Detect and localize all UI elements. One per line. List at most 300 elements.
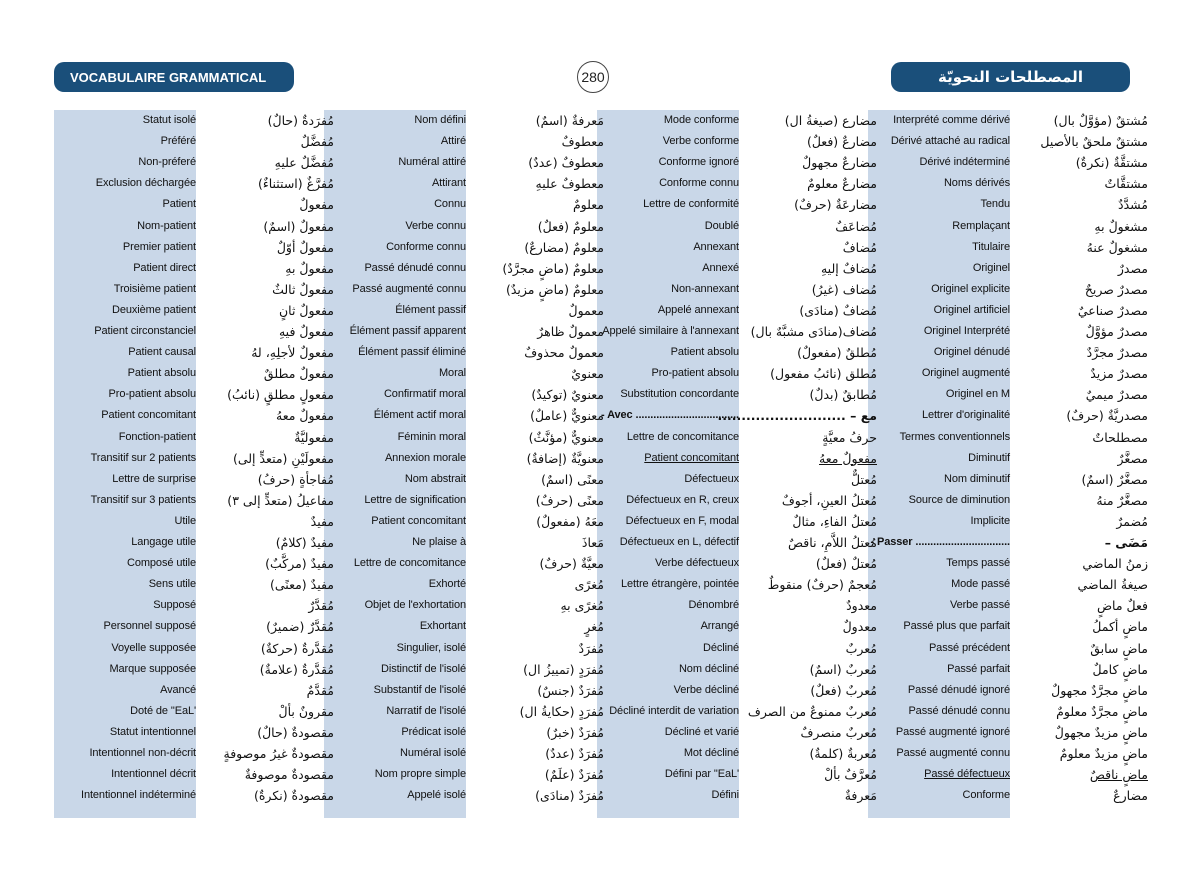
arabic-term: مُفرَدٌ (جنسٌ) (537, 682, 604, 698)
arabic-term: مقصودةٌ (حالٌ) (257, 724, 334, 740)
french-term: Nom décliné (678, 662, 739, 675)
glossary-column-2 (597, 110, 877, 818)
arabic-term: ماضٍ ناقصٌ (1089, 767, 1148, 783)
glossary-entry (324, 384, 604, 405)
glossary-entry (597, 616, 877, 637)
arabic-term: مفيدٌ (معنًى) (270, 577, 334, 593)
french-term: Attiré (440, 135, 466, 148)
glossary-column-3 (324, 110, 604, 818)
glossary-entry (324, 110, 604, 131)
glossary-entry (324, 258, 604, 279)
french-term: Fonction-patient (118, 430, 196, 443)
arabic-term: مفعولٌ ثانٍ (278, 302, 334, 318)
french-term: - Passer ................................ (870, 536, 1010, 548)
glossary-entry (324, 152, 604, 173)
french-term: Conforme connu (386, 240, 466, 253)
french-term: Lettre de conformité (643, 198, 739, 211)
glossary-entry (54, 722, 334, 743)
glossary-entry (54, 743, 334, 764)
glossary-entry (54, 638, 334, 659)
arabic-term: مقرونٌ بألْ (278, 703, 334, 719)
french-term: Patient concomitant (371, 514, 466, 527)
french-term: Originel dénudé (933, 346, 1010, 359)
arabic-term: معنويٌّ (عاملٌ) (530, 408, 604, 424)
arabic-term: مقصودةٌ غيرُ موصوفةٍ (223, 746, 334, 761)
french-term: Passé plus que parfait (903, 620, 1010, 633)
french-term: Nom abstrait (404, 472, 466, 485)
french-term: Arrangé (700, 620, 739, 633)
french-term: Distinctif de l'isolé (381, 662, 466, 675)
glossary-entry (868, 616, 1148, 637)
glossary-entry (54, 342, 334, 363)
french-term: Passé dénudé ignoré (907, 683, 1010, 696)
glossary-entry (54, 194, 334, 215)
glossary-entry (324, 701, 604, 722)
french-term: Attirant (431, 177, 466, 190)
arabic-term: مصدرٌ ميميٌ (1085, 387, 1148, 403)
french-term: Lettre étrangère, pointée (621, 578, 739, 591)
french-term: Lettre de signification (364, 493, 466, 506)
glossary-entry (324, 595, 604, 616)
arabic-term: مُفرَدةٌ (حالٌ) (267, 113, 334, 128)
french-term: Patient concomitant (101, 409, 196, 422)
glossary-entry (868, 469, 1148, 490)
glossary-entry (324, 616, 604, 637)
glossary-entry (868, 342, 1148, 363)
arabic-term: مشغولٌ عنهُ (1086, 239, 1148, 255)
arabic-term: معنًى (اسمٌ) (541, 471, 604, 487)
french-term: Nom propre simple (374, 768, 466, 781)
arabic-term: مُقدَّرةٌ (حركةٌ) (260, 640, 334, 656)
french-term: Dérivé attaché au radical (890, 135, 1010, 148)
arabic-term: مُعرَّفٌ بألْ (824, 767, 877, 783)
glossary-entry (324, 659, 604, 680)
glossary-entry (54, 405, 334, 426)
french-term: Intentionnel non-décrit (89, 747, 196, 759)
french-term: Passé dénudé connu (364, 261, 466, 274)
arabic-term: مفعولٌ فيهِ (278, 324, 334, 339)
french-term: Passé précédent (928, 641, 1010, 654)
section-banner-arabic (891, 62, 1130, 92)
glossary-column-1 (868, 110, 1148, 818)
french-term: Numéral isolé (400, 747, 466, 759)
french-term: Annexant (693, 240, 739, 253)
glossary-entry (597, 131, 877, 152)
glossary-entry (597, 258, 877, 279)
arabic-term: مُضافٌ (منادَى) (799, 302, 877, 318)
glossary-entry (868, 680, 1148, 701)
glossary-entry (597, 553, 877, 574)
glossary-entry (54, 616, 334, 637)
arabic-term: معمولٌ (568, 302, 604, 318)
arabic-term: مُشدَّدٌ (1118, 197, 1148, 213)
arabic-term: مُفرَدٌ (578, 640, 604, 656)
french-term: Défini (711, 789, 739, 802)
glossary-entry (597, 216, 877, 237)
french-term: Annexion morale (384, 451, 466, 464)
arabic-term: مُشتقٌ (مؤوَّلٌ بال) (1053, 113, 1148, 128)
french-term: Élément passif (395, 303, 466, 316)
french-term: Source de diminution (908, 493, 1010, 506)
french-term: Non-préferé (138, 156, 196, 169)
arabic-term: معنًى (حرفٌ) (535, 492, 604, 508)
french-term: Patient concomitant (644, 451, 739, 464)
glossary-entry (597, 152, 877, 173)
arabic-term: مَعاذَ (581, 535, 604, 550)
arabic-term: مشتقٌ ملحقٌ بالأصيل (1040, 134, 1148, 150)
glossary-entry (597, 448, 877, 469)
glossary-entry (597, 363, 877, 384)
arabic-term: مُفرَدٌ (عددٌ) (545, 746, 604, 761)
glossary-entry (54, 785, 334, 806)
arabic-term: معطوفٌ (عددٌ) (528, 155, 604, 171)
glossary-entry (54, 659, 334, 680)
arabic-term: ماضٍ كاملٌ (1092, 661, 1148, 677)
glossary-entry (324, 427, 604, 448)
arabic-term: مفعولٌ (299, 197, 334, 213)
glossary-entry (324, 553, 604, 574)
french-term: Supposé (153, 599, 196, 612)
arabic-term: مُقدَّرةٌ (علامةٌ) (259, 661, 334, 677)
french-term: Composé utile (126, 557, 196, 570)
arabic-term: مفعولٌ ثالثٌ (272, 281, 334, 297)
arabic-term: مُفرَدٍ (حكايةُ ال) (519, 703, 604, 719)
section-banner-french (54, 62, 294, 92)
arabic-term: ماضٍ سابقٌ (1090, 640, 1148, 656)
french-term: Interprété comme dérivé (893, 114, 1010, 126)
arabic-term: مُضمرٌ (1116, 513, 1148, 529)
glossary-entry (54, 173, 334, 194)
glossary-entry (324, 216, 604, 237)
glossary-entry (324, 405, 604, 426)
glossary-entry (324, 448, 604, 469)
arabic-term: مُعتلُ الفاءِ، مثالٌ (792, 513, 877, 529)
french-term: Avancé (160, 683, 196, 696)
french-term: Lettre de concomitance (353, 557, 466, 570)
arabic-term: ماضٍ مزيدٌ مجهولٌ (1054, 724, 1148, 740)
arabic-term: مُفرَدٍ (تمييزُ ال) (523, 661, 604, 677)
glossary-entry (868, 743, 1148, 764)
glossary-entry (54, 216, 334, 237)
glossary-entry (868, 194, 1148, 215)
glossary-entry (868, 258, 1148, 279)
arabic-term: مفعولٌ بهِ (285, 260, 334, 276)
glossary-entry (324, 342, 604, 363)
glossary-entry (324, 532, 604, 553)
glossary-entry (54, 532, 334, 553)
arabic-term: مقصودةٌ (نكرةٌ) (254, 788, 334, 804)
french-term: Exhortant (419, 620, 466, 633)
glossary-entry (54, 595, 334, 616)
arabic-term: ماضٍ مجرَّدٌ مجهولٌ (1051, 682, 1148, 698)
glossary-entry (54, 680, 334, 701)
glossary-entry (868, 722, 1148, 743)
french-term: Conforme ignoré (658, 156, 739, 169)
french-term: Nom défini (414, 114, 466, 126)
arabic-term: مفيدٌ (مركَّبٌ) (265, 556, 334, 572)
french-term: Défectueux en F, modal (625, 514, 739, 527)
french-term: Pro-patient absolu (108, 388, 196, 401)
french-term: Numéral attiré (398, 156, 466, 169)
glossary-entry (54, 448, 334, 469)
french-term: Dérivé indéterminé (919, 156, 1010, 169)
french-term: Non-annexant (671, 282, 739, 295)
arabic-term: مصدرٌ صناعيٌ (1077, 302, 1148, 318)
arabic-term: مشغولٌ بهِ (1094, 218, 1148, 234)
glossary-entry (324, 743, 604, 764)
arabic-term: مصطلحاتٌ (1092, 429, 1148, 445)
french-term: Originel augmenté (921, 367, 1010, 380)
french-term: Narratif de l'isolé (386, 704, 466, 717)
arabic-term: مصدرٌ (1117, 260, 1148, 276)
french-term: Défectueux en R, creux (626, 493, 739, 506)
arabic-term: معدولٌ (842, 619, 877, 635)
arabic-term: مصدرٌ مزيدٌ (1090, 366, 1148, 382)
french-term: Voyelle supposée (111, 641, 196, 654)
french-term: Utile (174, 514, 196, 527)
french-term: Préféré (160, 135, 196, 148)
french-term: Verbe connu (405, 219, 466, 232)
arabic-term: مُضاف(منادَى مشبَّهٌ بال) (750, 324, 877, 339)
arabic-term: مضارعٌ (فعلٌ) (806, 134, 877, 150)
french-term: Verbe conforme (662, 135, 739, 148)
french-term: Décliné et varié (664, 725, 739, 738)
arabic-term: مصغَّرٌ منهُ (1096, 492, 1148, 508)
arabic-term: مُعربٌ (845, 640, 877, 656)
french-term: Intentionnel indéterminé (80, 789, 196, 802)
glossary-entry (868, 405, 1148, 426)
french-term: Pro-patient absolu (651, 367, 739, 380)
arabic-term: مُعجمٌ (حرفٌ) منقوطٌ (767, 577, 877, 593)
french-term: Patient (162, 198, 196, 211)
french-term: Mode passé (951, 578, 1010, 591)
arabic-term: مُقدَّرٌ (308, 598, 334, 614)
arabic-term: مُفضَّلٌ عليهِ (274, 155, 334, 171)
glossary-entry (597, 680, 877, 701)
arabic-term: مصدرٌ مؤوَّلٌ (1085, 324, 1148, 339)
arabic-term: مفيدٌ (كلامٌ) (275, 535, 334, 550)
arabic-term: مُعتلٌّ (851, 471, 877, 487)
arabic-term: معلومٌ (ماضٍ مجرَّدٌ) (502, 260, 604, 276)
glossary-entry (597, 595, 877, 616)
arabic-term: صيغةُ الماضي (1077, 577, 1148, 593)
arabic-term: مُقدَّمٌ (306, 682, 334, 698)
french-term: Noms dérivés (943, 177, 1010, 190)
glossary-entry (597, 532, 877, 553)
arabic-term: مشتقَّةٌ (نكرةٌ) (1075, 155, 1148, 171)
arabic-term: مُعتلُ العينِ، أجوفٌ (781, 492, 877, 508)
french-term: Exhorté (428, 578, 466, 591)
arabic-term: مضارعٌ معلومٌ (807, 176, 877, 192)
arabic-term: معيَّةٌ (حرفٌ) (539, 556, 604, 572)
glossary-entry (868, 638, 1148, 659)
french-term: Troisième patient (113, 282, 196, 295)
french-term: Premier patient (122, 240, 196, 253)
french-term: Verbe défectueux (654, 557, 739, 570)
french-term: Élément passif apparent (349, 325, 466, 337)
glossary-entry (868, 427, 1148, 448)
french-term: Patient absolu (670, 346, 739, 359)
glossary-entry (54, 469, 334, 490)
french-term: Diminutif (968, 451, 1010, 464)
arabic-term: مُعربٌ ممنوعٌ من الصرف (747, 703, 877, 719)
french-term: Objet de l'exhortation (364, 599, 466, 612)
glossary-entry (54, 131, 334, 152)
glossary-entry (868, 448, 1148, 469)
french-term: Passé dénudé connu (908, 704, 1010, 717)
arabic-term: معمولٌ محذوفٌ (524, 345, 604, 361)
arabic-term: مُضافٌ (842, 239, 877, 255)
french-term: Doté de "EaL' (130, 704, 196, 717)
glossary-entry (597, 469, 877, 490)
arabic-term: ماضٍ مزيدٌ معلومٌ (1059, 746, 1148, 761)
arabic-term: معنويٌ (571, 366, 604, 382)
french-term: Patient absolu (127, 367, 196, 380)
arabic-term: مُعربٌ (فعلٌ) (810, 682, 877, 698)
glossary-entry (597, 638, 877, 659)
arabic-term: مُطلقٌ (مفعولٌ) (797, 345, 877, 361)
arabic-term: معلومٌ (ماضٍ مزيدٌ) (505, 281, 604, 297)
glossary-entry (324, 237, 604, 258)
glossary-entry (54, 237, 334, 258)
glossary-entry (54, 574, 334, 595)
french-term: Décliné interdit de variation (609, 704, 739, 717)
glossary-entry (868, 216, 1148, 237)
arabic-term: معمولٌ ظاهرٌ (537, 324, 604, 339)
french-term: Décliné (703, 641, 739, 654)
arabic-term: مُعربٌ (اسمٌ) (809, 661, 877, 677)
arabic-term: مُعتلُ اللاَّمِ، ناقصٌ (787, 535, 877, 550)
french-term: Substitution concordante (620, 388, 739, 401)
french-term: Titulaire (972, 240, 1010, 253)
glossary-entry (324, 785, 604, 806)
arabic-term: مفعولٍ مطلقٍ (نائبُ) (227, 387, 334, 403)
arabic-term: مُغرًى (574, 577, 604, 593)
french-term: Statut intentionnel (109, 725, 196, 738)
glossary-entry (597, 511, 877, 532)
french-term: Passé augmenté ignoré (895, 725, 1010, 738)
glossary-entry (324, 321, 604, 342)
french-term: Appelé isolé (407, 789, 466, 802)
arabic-term: مَعرفةٌ (اسمٌ) (535, 113, 604, 128)
french-term: Dénombré (688, 599, 739, 612)
glossary-entry (597, 785, 877, 806)
glossary-entry (54, 384, 334, 405)
french-term: Originel (972, 261, 1010, 274)
french-term: Élément actif moral (373, 409, 466, 422)
french-term: Mode conforme (663, 114, 739, 126)
arabic-term: مُضاف (غيرُ) (811, 281, 877, 297)
arabic-term: مضارعٌ مجهولٌ (802, 155, 877, 171)
glossary-entry (597, 701, 877, 722)
glossary-entry (868, 363, 1148, 384)
arabic-term: معدودٌ (846, 598, 877, 614)
glossary-entry (597, 300, 877, 321)
glossary-entry (597, 342, 877, 363)
arabic-term: مفعوليَّةٌ (294, 429, 334, 445)
french-term: Temps passé (946, 557, 1010, 570)
arabic-term: مع – ........................... (717, 408, 877, 424)
arabic-term: معلومٌ (مضارعٌ) (524, 239, 604, 255)
arabic-term: مُفضَّلٌ (300, 134, 334, 150)
arabic-term: مُضافٌ إليهِ (820, 260, 877, 276)
glossary-entry (868, 659, 1148, 680)
arabic-term: مُطلق (نائبُ مفعول) (770, 366, 877, 382)
french-term: Défectueux en L, défectif (619, 536, 739, 548)
glossary-entry (597, 574, 877, 595)
french-term: Prédicat isolé (401, 725, 466, 738)
glossary-entry (868, 384, 1148, 405)
french-term: Mot décliné (683, 747, 739, 759)
arabic-term: مفعولَيْنِ (متعدٍّ إلى) (232, 450, 334, 466)
arabic-term: مضارعٌ (1113, 788, 1148, 804)
arabic-term: مصدرٌ صريحٌ (1084, 281, 1148, 297)
glossary-entry (54, 427, 334, 448)
french-term: Doublé (704, 219, 739, 232)
glossary-entry (54, 321, 334, 342)
section-separator-row (868, 532, 1148, 553)
french-term: Nom diminutif (944, 472, 1010, 485)
glossary-entry (54, 764, 334, 785)
french-term: Lettre de surprise (112, 472, 196, 485)
arabic-term: مُفرَدٌ (خبرٌ) (546, 724, 604, 740)
glossary-entry (324, 574, 604, 595)
glossary-entry (868, 701, 1148, 722)
french-term: Termes conventionnels (899, 430, 1010, 443)
glossary-entry (868, 511, 1148, 532)
french-term: Deuxième patient (111, 303, 196, 316)
glossary-entry (597, 173, 877, 194)
french-term: Féminin moral (397, 430, 466, 443)
glossary-entry (54, 701, 334, 722)
french-term: Conforme connu (659, 177, 739, 190)
glossary-entry (324, 300, 604, 321)
french-term: - Avec ................................... (600, 409, 739, 422)
arabic-term: معنويٌ (توكيدٌ) (531, 387, 604, 403)
arabic-term: مفعولٌ (اسمٌ) (263, 218, 334, 234)
glossary-entry (324, 173, 604, 194)
glossary-entry (324, 194, 604, 215)
arabic-term: مفعولٌ مطلقٌ (263, 366, 334, 382)
arabic-term: مصدريَّةٌ (حرفٌ) (1066, 408, 1148, 424)
arabic-term: مُضاعَفٌ (835, 218, 877, 234)
french-term: Langage utile (131, 536, 196, 548)
glossary-entry (54, 279, 334, 300)
glossary-entry (324, 279, 604, 300)
french-term: Élément passif éliminé (358, 346, 466, 359)
glossary-entry (597, 384, 877, 405)
arabic-term: معلومٌ (فعلٌ) (537, 218, 604, 234)
glossary-entry (868, 553, 1148, 574)
french-term: Passé défectueux (924, 768, 1010, 781)
arabic-term: ماضٍ أكملُ (1092, 619, 1148, 635)
arabic-term: مفعولٌ لأجلِهِ، لهُ (251, 345, 334, 361)
arabic-term: مُعربةٌ (كلمةٌ) (809, 746, 877, 761)
french-term: Tendu (980, 198, 1010, 211)
french-term: Patient direct (133, 261, 196, 274)
glossary-entry (324, 638, 604, 659)
section-title-arabic: المصطلحات النحويّة (938, 68, 1083, 86)
french-term: Intentionnel décrit (111, 768, 196, 781)
arabic-term: مُفرَدٌ (منادَى) (535, 788, 604, 804)
french-term: Moral (438, 367, 466, 380)
arabic-term: مُعتلٌ (فعلٌ) (815, 556, 877, 572)
section-title-french: VOCABULAIRE GRAMMATICAL (70, 69, 267, 85)
arabic-term: مقصودةٌ موصوفةٌ (244, 767, 334, 783)
french-term: Marque supposée (109, 662, 196, 675)
glossary-entry (868, 490, 1148, 511)
glossary-entry (868, 279, 1148, 300)
